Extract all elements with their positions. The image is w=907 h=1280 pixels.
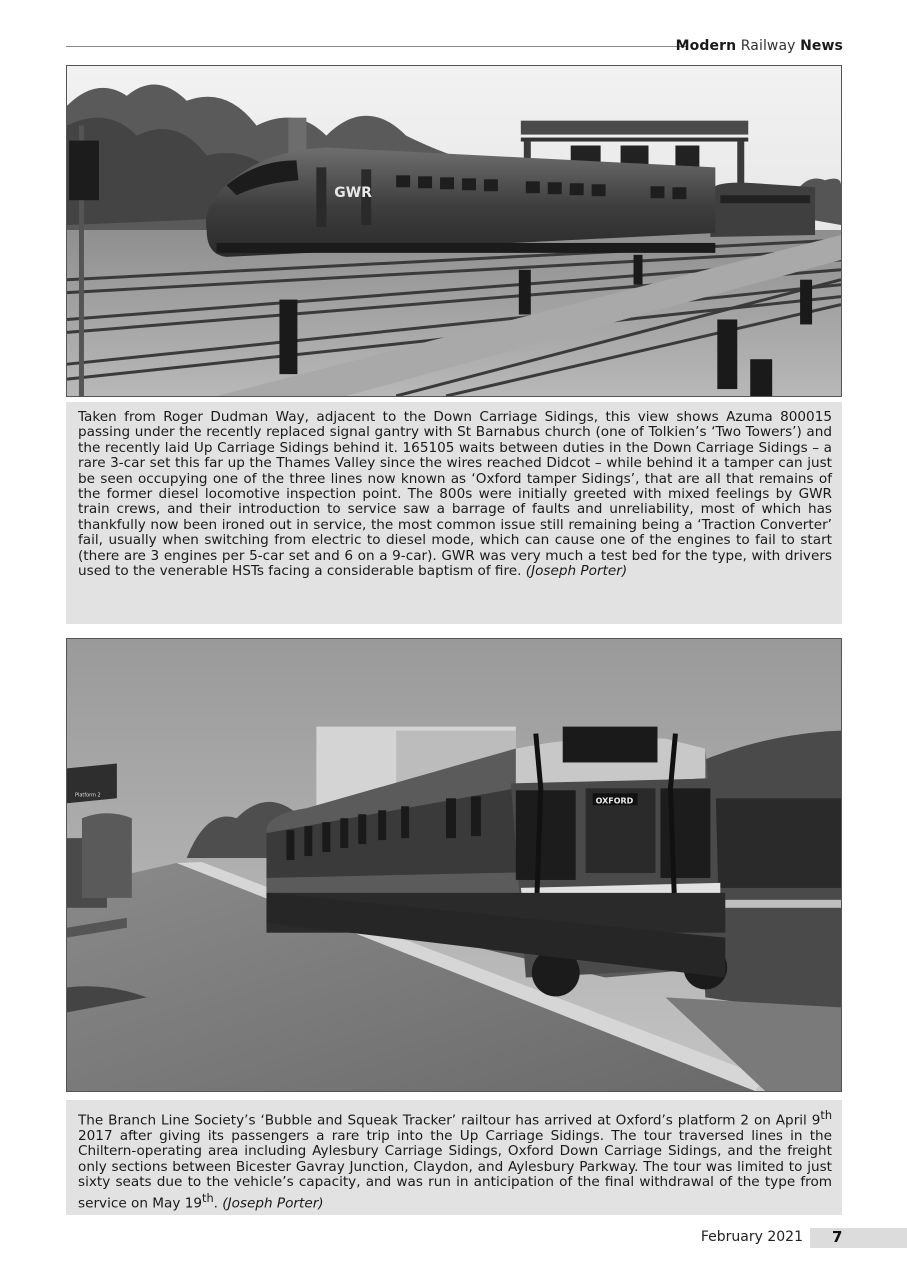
masthead-modern: Modern	[675, 38, 737, 54]
caption2-text-start: The Branch Line Society’s ‘Bubble and Squeak Tracker’ railtour has arrived at Oxford’s platform 2 on April 9	[78, 1112, 821, 1129]
azuma-scene	[67, 66, 841, 396]
caption2-text-middle: 2017 after giving its passengers a rare trip into the Up Carriage Sidings. The tour traversed lines in the Chiltern-operating area including Aylesbury Carriage Sidings, Oxford Down Carriage Sidings, and the freight only sections between Bicester Gavray Junction, Claydon, and Aylesbury Parkway. The tour was limited to just sixty seats due to the vehicle’s capacity, and was run in anticipation of the final withdrawal of the type from service on May 19	[78, 1127, 832, 1212]
header-rule	[66, 46, 686, 47]
photo-bubble-car	[66, 638, 842, 1092]
caption-photo1	[66, 402, 842, 624]
photo-azuma-gantry	[66, 65, 842, 397]
masthead-railway: Railway	[740, 38, 796, 54]
platform-sign: Platform 2	[74, 792, 101, 799]
caption1-text: Taken from Roger Dudman Way, adjacent to the Down Carriage Sidings, this view shows Azuma 800015 passing under the recently replaced signal gantry with St Barnabus church (one of Tolkien’s ‘Two Towers’) and the recently laid Up Carriage Sidings behind it. 165105 waits between duties in the Down Carriage Sidings – a rare 3-car set this far up the Thames Valley since the wires reached Didcot – while behind it a tamper can just be seen occupying one of the three lines now known as ‘Oxford tamper Sidings’, that are all that remains of the former diesel locomotive inspection point. The 800s were initially greeted with mixed feelings by GWR train crews, and their introduction to service saw a barrage of faults and unreliability, most of which has thankfully now been ironed out in service, the most common issue still remaining being a ‘Traction Converter’ fail, usually when switching from electric to diesel mode, which can cause one of the engines to fail to start (there are 3 engines per 5-car set and 6 on a 9-car). GWR was very much a test bed for the type, with drivers used to the venerable HSTs facing a considerable baptism of fire.	[78, 409, 832, 580]
masthead	[676, 38, 843, 54]
caption-photo2	[66, 1100, 842, 1215]
page-number: 7	[832, 1228, 843, 1246]
bubble-car-scene	[67, 639, 841, 1091]
destination-blind: OXFORD	[595, 796, 634, 806]
caption2-credit: (Joseph Porter)	[222, 1195, 324, 1212]
footer-bar	[810, 1228, 907, 1248]
caption1-credit: (Joseph Porter)	[525, 563, 628, 580]
footer-date: February 2021	[700, 1229, 803, 1245]
gwr-logo: GWR	[334, 185, 372, 202]
masthead-news: News	[800, 38, 843, 54]
caption2-sup-2: th	[202, 1190, 214, 1205]
caption2-text-end: .	[213, 1195, 223, 1212]
caption2-sup-1: th	[820, 1108, 832, 1122]
